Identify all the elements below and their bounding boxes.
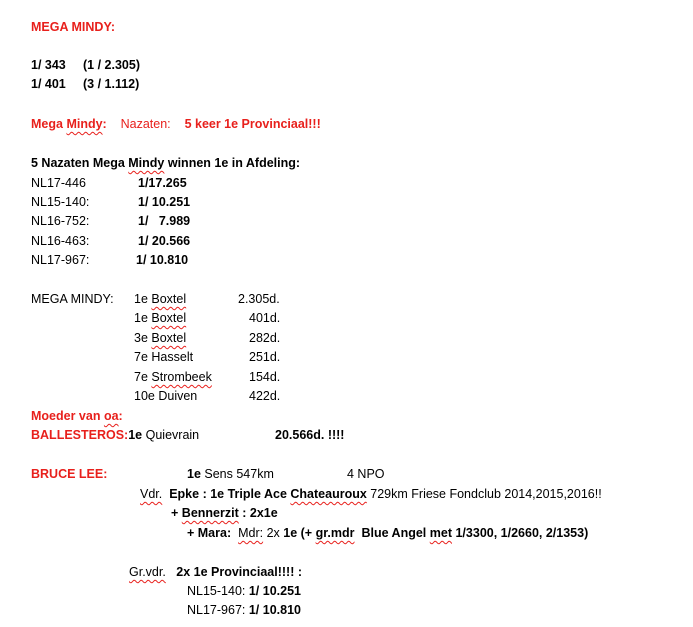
ring-result: 1/ 10.810 [248,603,301,617]
moeder-oa: oa [103,409,119,423]
vdr-win: 1e Triple Ace [210,487,287,501]
ring-number: NL17-446 [31,176,86,190]
bruce-lee-race [187,466,385,482]
bennerzit-sep: : [242,506,247,520]
vdr-name: Epke [169,487,200,501]
ring-result: 1/ 10.810 [136,253,189,267]
nazaten-row [31,213,191,229]
race-location: Boxtel [151,311,187,325]
bruce-race: Sens 547km [204,467,274,481]
blue-angel: Blue Angel [361,526,427,540]
race-result-row [134,349,281,365]
ring-number: NL15-140: [187,584,246,598]
afdeling-heading-name: Mindy [128,156,165,170]
ballesteros-count: 20.566d. !!!! [275,428,345,442]
vdr-detail: 729km Friese Fondclub 2014,2015,2016!! [370,487,602,501]
mara-open: (+ [300,526,313,540]
result-line-2 [31,76,140,92]
afdeling-heading-before: 5 Nazaten Mega [31,156,125,170]
race-place: 1e [134,311,148,325]
mega-mindy-heading: MEGA MINDY: [31,20,116,34]
vader-line [140,486,602,502]
ballesteros-line [31,427,345,443]
vdr-label: Vdr. [140,487,163,501]
nazaten-label: Nazaten: [120,117,171,131]
bennerzit-line [171,505,278,521]
vdr-win-location: Chateauroux [290,487,367,501]
race-count: 401d. [249,311,281,325]
vdr-sep: : [202,487,207,501]
race-count: 422d. [249,389,281,403]
mdr-label: Mdr: [238,526,264,540]
moeder-text: Moeder van [31,409,101,423]
met: met [429,526,452,540]
bennerzit-name: Bennerzit [181,506,239,520]
nazaten-row [31,252,189,268]
bennerzit-plus: + [171,506,179,520]
race-result-row [134,291,280,307]
race-place: 7e [134,370,148,384]
race-location: Boxtel [151,292,187,306]
race-location: Duiven [158,389,198,403]
mara-line [187,525,588,541]
result-1-position: 1/ 343 [31,58,66,72]
ring-result: 1/17.265 [138,176,187,190]
race-result-row [134,369,281,385]
ring-number: NL16-463: [31,234,90,248]
grmdr-label: gr.mdr [315,526,355,540]
nazaten-row [31,233,191,249]
ring-number: NL15-140: [31,195,90,209]
race-location: Hasselt [151,350,194,364]
ballesteros-location: Quievrain [145,428,200,442]
race-count: 282d. [249,331,281,345]
race-result-row [134,388,281,404]
race-place: 10e [134,389,155,403]
race-place: 7e [134,350,148,364]
nazaten-row [31,175,187,191]
ring-number: NL16-752: [31,214,90,228]
grvdr-text: 2x 1e Provinciaal!!!! : [176,565,302,579]
result-2-detail: (3 / 1.112) [83,77,140,91]
race-result-row [134,310,281,326]
bruce-lee-name: BRUCE LEE: [31,467,108,481]
moeder-colon: : [118,409,123,423]
mara-results: 1/3300, 1/2660, 2/1353) [455,526,589,540]
ballesteros-name: BALLESTEROS: [31,428,129,442]
ring-result: 1/ 10.251 [248,584,301,598]
result-2-position: 1/ 401 [31,77,66,91]
mara-name: + Mara: [187,526,232,540]
mega-results-label: MEGA MINDY: [31,292,114,306]
grvdr-label: Gr.vdr. [129,565,166,579]
afdeling-heading [31,155,300,171]
nazaten-row [31,194,191,210]
ring-result: 1/ 10.251 [138,195,191,209]
result-1-detail: (1 / 2.305) [83,58,140,72]
ring-number: NL17-967: [31,253,90,267]
mega-name: Mega [31,117,63,131]
mindy-name: Mindy [66,117,103,131]
bruce-place: 1e [187,467,201,481]
race-result-row [134,330,281,346]
result-line-1 [31,57,140,73]
afdeling-heading-after: winnen 1e in Afdeling: [167,156,301,170]
grvdr-line [129,564,302,580]
moeder-heading [31,408,123,424]
nazaten-line [31,116,321,132]
provinciaal-highlight: 5 keer 1e Provinciaal!!! [184,117,321,131]
bennerzit-result: 2x1e [249,506,278,520]
race-place: 1e [134,292,148,306]
bruce-npo: 4 NPO [347,467,385,481]
grvdr-descendant-row [187,602,301,618]
race-location: Strombeek [151,370,212,384]
race-count: 251d. [249,350,281,364]
ballesteros-place: 1e [128,428,143,442]
ring-result: 1/ 7.989 [138,214,191,228]
ring-number: NL17-967: [187,603,246,617]
grvdr-descendant-row [187,583,301,599]
race-count: 2.305d. [238,292,280,306]
nazaten-colon: : [102,117,107,131]
mara-1e: 1e [283,526,298,540]
race-location: Boxtel [151,331,187,345]
mara-count: 2x [266,526,280,540]
race-count: 154d. [249,370,281,384]
race-place: 3e [134,331,148,345]
ring-result: 1/ 20.566 [138,234,191,248]
